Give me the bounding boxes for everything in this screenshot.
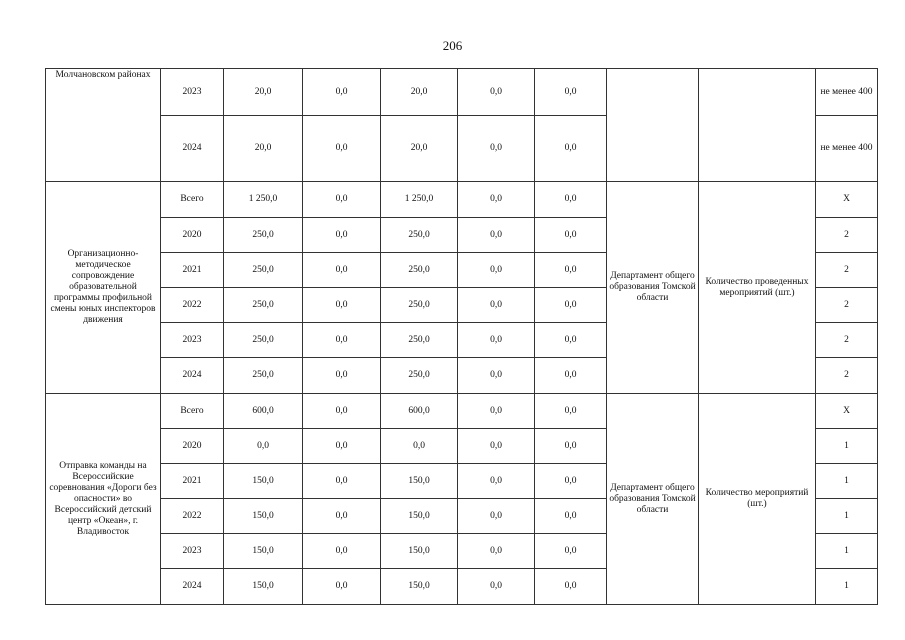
indicator-name-cell: Количество мероприятий (шт.) xyxy=(699,394,816,605)
amount-cell-v2: 0,0 xyxy=(303,323,381,358)
page-number: 206 xyxy=(442,38,463,53)
amount-cell-v4: 0,0 xyxy=(458,182,535,218)
activity-name-cell: Организационно-методическое сопровождение образовательной программы профильной смены юных инспекторов движения xyxy=(46,182,161,394)
responsible-executor-cell xyxy=(607,69,699,182)
amount-cell-v2: 0,0 xyxy=(303,429,381,464)
amount-cell-v5: 0,0 xyxy=(535,534,607,569)
amount-cell-v4: 0,0 xyxy=(458,253,535,288)
amount-cell-v1: 250,0 xyxy=(224,323,303,358)
amount-cell-v2: 0,0 xyxy=(303,69,381,116)
indicator-value-cell: 1 xyxy=(816,429,878,464)
table-row xyxy=(46,394,878,429)
amount-cell-v5: 0,0 xyxy=(535,499,607,534)
period-cell: 2024 xyxy=(161,116,224,182)
amount-cell-v2: 0,0 xyxy=(303,218,381,253)
indicator-value-cell: Х xyxy=(816,182,878,218)
amount-cell-v3: 250,0 xyxy=(381,218,458,253)
amount-cell-v5: 0,0 xyxy=(535,569,607,605)
amount-cell-v2: 0,0 xyxy=(303,569,381,605)
amount-cell-v2: 0,0 xyxy=(303,253,381,288)
period-cell: 2023 xyxy=(161,69,224,116)
amount-cell-v2: 0,0 xyxy=(303,394,381,429)
indicator-value-cell: 1 xyxy=(816,534,878,569)
amount-cell-v5: 0,0 xyxy=(535,116,607,182)
amount-cell-v1: 250,0 xyxy=(224,288,303,323)
responsible-executor-cell: Департамент общего образования Томской области xyxy=(607,394,699,605)
period-cell: Всего xyxy=(161,182,224,218)
amount-cell-v5: 0,0 xyxy=(535,358,607,394)
amount-cell-v1: 150,0 xyxy=(224,499,303,534)
indicator-value-cell: 1 xyxy=(816,464,878,499)
amount-cell-v2: 0,0 xyxy=(303,358,381,394)
responsible-executor-cell: Департамент общего образования Томской области xyxy=(607,182,699,394)
amount-cell-v1: 20,0 xyxy=(224,116,303,182)
amount-cell-v1: 600,0 xyxy=(224,394,303,429)
indicator-value-cell: 1 xyxy=(816,569,878,605)
amount-cell-v2: 0,0 xyxy=(303,534,381,569)
amount-cell-v1: 1 250,0 xyxy=(224,182,303,218)
activity-name-cell: Молчановском районах xyxy=(46,69,161,182)
period-cell: 2022 xyxy=(161,499,224,534)
amount-cell-v1: 150,0 xyxy=(224,569,303,605)
indicator-value-cell: 2 xyxy=(816,288,878,323)
amount-cell-v1: 150,0 xyxy=(224,534,303,569)
amount-cell-v4: 0,0 xyxy=(458,534,535,569)
amount-cell-v3: 0,0 xyxy=(381,429,458,464)
period-cell: 2022 xyxy=(161,288,224,323)
amount-cell-v3: 150,0 xyxy=(381,534,458,569)
activity-name-cell: Отправка команды на Всероссийские соревнования «Дороги без опасности» во Всероссийский детский центр «Океан», г. Владивосток xyxy=(46,394,161,605)
indicator-value-cell: 2 xyxy=(816,218,878,253)
period-cell: 2023 xyxy=(161,323,224,358)
amount-cell-v2: 0,0 xyxy=(303,182,381,218)
indicator-value-cell: 2 xyxy=(816,323,878,358)
budget-table xyxy=(45,68,878,605)
amount-cell-v2: 0,0 xyxy=(303,464,381,499)
amount-cell-v5: 0,0 xyxy=(535,323,607,358)
amount-cell-v1: 150,0 xyxy=(224,464,303,499)
period-cell: 2021 xyxy=(161,253,224,288)
table-row xyxy=(46,69,878,116)
amount-cell-v4: 0,0 xyxy=(458,464,535,499)
amount-cell-v5: 0,0 xyxy=(535,182,607,218)
amount-cell-v1: 250,0 xyxy=(224,253,303,288)
period-cell: 2024 xyxy=(161,569,224,605)
amount-cell-v3: 600,0 xyxy=(381,394,458,429)
indicator-name-cell xyxy=(699,69,816,182)
table-row xyxy=(46,182,878,218)
indicator-value-cell: 2 xyxy=(816,358,878,394)
amount-cell-v3: 20,0 xyxy=(381,69,458,116)
amount-cell-v3: 150,0 xyxy=(381,569,458,605)
amount-cell-v1: 0,0 xyxy=(224,429,303,464)
amount-cell-v5: 0,0 xyxy=(535,253,607,288)
amount-cell-v5: 0,0 xyxy=(535,394,607,429)
amount-cell-v4: 0,0 xyxy=(458,288,535,323)
amount-cell-v3: 250,0 xyxy=(381,253,458,288)
amount-cell-v3: 250,0 xyxy=(381,358,458,394)
amount-cell-v4: 0,0 xyxy=(458,569,535,605)
period-cell: 2020 xyxy=(161,218,224,253)
amount-cell-v4: 0,0 xyxy=(458,116,535,182)
period-cell: 2023 xyxy=(161,534,224,569)
table-body xyxy=(46,69,878,605)
amount-cell-v4: 0,0 xyxy=(458,499,535,534)
indicator-value-cell: 2 xyxy=(816,253,878,288)
amount-cell-v1: 20,0 xyxy=(224,69,303,116)
amount-cell-v3: 150,0 xyxy=(381,499,458,534)
indicator-value-cell: не менее 400 xyxy=(816,69,878,116)
amount-cell-v3: 1 250,0 xyxy=(381,182,458,218)
period-cell: 2020 xyxy=(161,429,224,464)
amount-cell-v4: 0,0 xyxy=(458,69,535,116)
period-cell: 2021 xyxy=(161,464,224,499)
amount-cell-v4: 0,0 xyxy=(458,218,535,253)
indicator-name-cell: Количество проведенных мероприятий (шт.) xyxy=(699,182,816,394)
amount-cell-v2: 0,0 xyxy=(303,499,381,534)
indicator-value-cell: Х xyxy=(816,394,878,429)
amount-cell-v4: 0,0 xyxy=(458,429,535,464)
amount-cell-v5: 0,0 xyxy=(535,69,607,116)
amount-cell-v1: 250,0 xyxy=(224,358,303,394)
amount-cell-v3: 250,0 xyxy=(381,288,458,323)
period-cell: Всего xyxy=(161,394,224,429)
amount-cell-v5: 0,0 xyxy=(535,429,607,464)
amount-cell-v2: 0,0 xyxy=(303,116,381,182)
amount-cell-v3: 20,0 xyxy=(381,116,458,182)
amount-cell-v5: 0,0 xyxy=(535,464,607,499)
amount-cell-v5: 0,0 xyxy=(535,288,607,323)
amount-cell-v4: 0,0 xyxy=(458,323,535,358)
amount-cell-v3: 250,0 xyxy=(381,323,458,358)
indicator-value-cell: не менее 400 xyxy=(816,116,878,182)
amount-cell-v2: 0,0 xyxy=(303,288,381,323)
indicator-value-cell: 1 xyxy=(816,499,878,534)
amount-cell-v1: 250,0 xyxy=(224,218,303,253)
period-cell: 2024 xyxy=(161,358,224,394)
amount-cell-v3: 150,0 xyxy=(381,464,458,499)
amount-cell-v5: 0,0 xyxy=(535,218,607,253)
amount-cell-v4: 0,0 xyxy=(458,394,535,429)
amount-cell-v4: 0,0 xyxy=(458,358,535,394)
